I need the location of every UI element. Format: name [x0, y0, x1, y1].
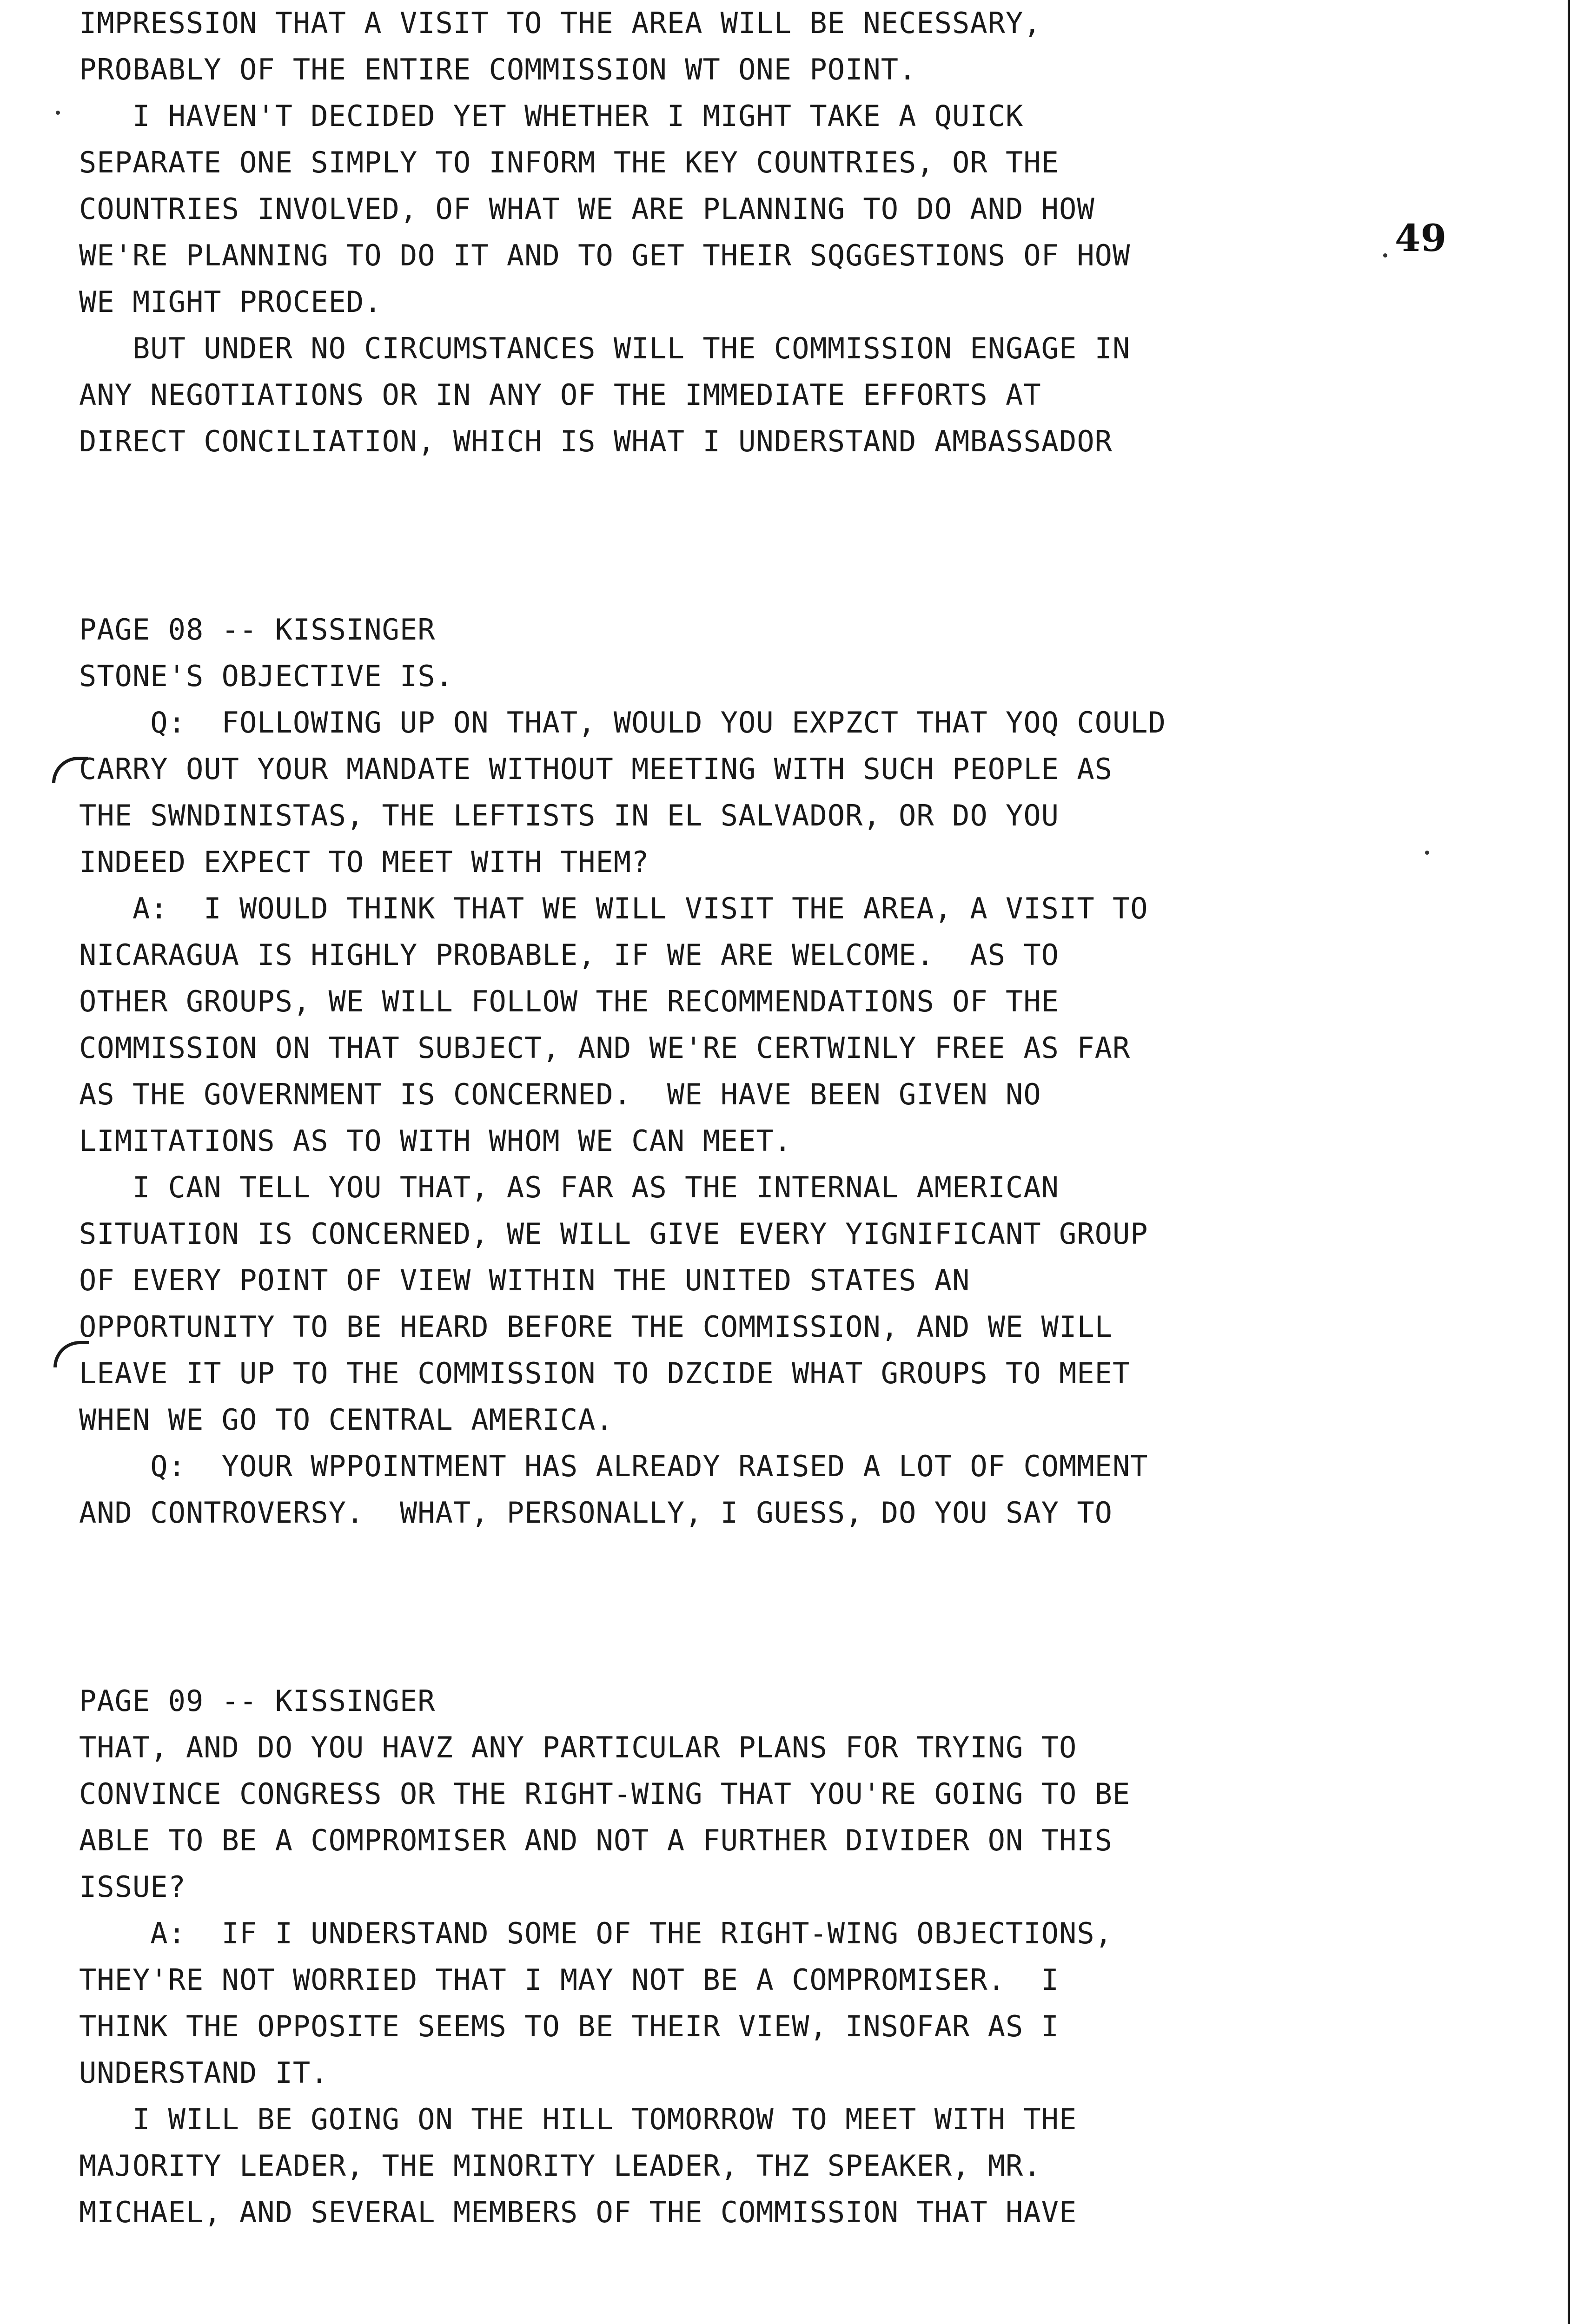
text-line: OF EVERY POINT OF VIEW WITHIN THE UNITED STATES AN [79, 1263, 970, 1297]
text-line: LIMITATIONS AS TO WITH WHOM WE CAN MEET. [79, 1124, 792, 1158]
page-number: 49 [1395, 216, 1447, 260]
text-line: AS THE GOVERNMENT IS CONCERNED. WE HAVE BEEN GIVEN NO [79, 1077, 1041, 1111]
continuation-text-block [79, 0, 1334, 465]
text-line: BUT UNDER NO CIRCUMSTANCES WILL THE COMMISSION ENGAGE IN [79, 331, 1131, 365]
text-line: THE SWNDINISTAS, THE LEFTISTS IN EL SALVADOR, OR DO YOU [79, 799, 1059, 832]
text-line: SITUATION IS CONCERNED, WE WILL GIVE EVERY YIGNIFICANT GROUP [79, 1217, 1148, 1251]
scan-speck [56, 111, 60, 115]
text-line: ANY NEGOTIATIONS OR IN ANY OF THE IMMEDIATE EFFORTS AT [79, 378, 1041, 412]
text-line: CARRY OUT YOUR MANDATE WITHOUT MEETING WITH SUCH PEOPLE AS [79, 752, 1113, 786]
text-line: ISSUE? [79, 1870, 186, 1904]
text-line: MAJORITY LEADER, THE MINORITY LEADER, THZ SPEAKER, MR. [79, 2149, 1041, 2183]
right-border-rule [1568, 0, 1570, 2324]
text-line: A: IF I UNDERSTAND SOME OF THE RIGHT-WING OBJECTIONS, [79, 1916, 1113, 1950]
text-line: COMMISSION ON THAT SUBJECT, AND WE'RE CERTWINLY FREE AS FAR [79, 1031, 1131, 1065]
page-08-text-block [79, 607, 1334, 1536]
text-line: STONE'S OBJECTIVE IS. [79, 659, 453, 693]
text-line: LEAVE IT UP TO THE COMMISSION TO DZCIDE WHAT GROUPS TO MEET [79, 1356, 1131, 1390]
text-line: I WILL BE GOING ON THE HILL TOMORROW TO MEET WITH THE [79, 2102, 1077, 2136]
text-line: INDEED EXPECT TO MEET WITH THEM? [79, 845, 649, 879]
text-line: WE MIGHT PROCEED. [79, 285, 382, 319]
scan-speck [1383, 253, 1387, 257]
text-line: A: I WOULD THINK THAT WE WILL VISIT THE AREA, A VISIT TO [79, 891, 1148, 925]
text-line: WE'RE PLANNING TO DO IT AND TO GET THEIR SQGGESTIONS OF HOW [79, 238, 1131, 272]
text-line: OTHER GROUPS, WE WILL FOLLOW THE RECOMMENDATIONS OF THE [79, 984, 1059, 1018]
scan-speck [1425, 851, 1429, 855]
text-line: UNDERSTAND IT. [79, 2056, 329, 2090]
text-line: NICARAGUA IS HIGHLY PROBABLE, IF WE ARE WELCOME. AS TO [79, 938, 1059, 972]
text-line: IMPRESSION THAT A VISIT TO THE AREA WILL BE NECESSARY, [79, 6, 1041, 40]
text-line: COUNTRIES INVOLVED, OF WHAT WE ARE PLANNING TO DO AND HOW [79, 192, 1095, 226]
text-line: WHEN WE GO TO CENTRAL AMERICA. [79, 1403, 614, 1437]
text-line: PROBABLY OF THE ENTIRE COMMISSION WT ONE POINT. [79, 53, 917, 86]
text-line: Q: YOUR WPPOINTMENT HAS ALREADY RAISED A LOT OF COMMENT [79, 1449, 1148, 1483]
page-header: PAGE 08 -- KISSINGER [79, 613, 436, 647]
text-line: OPPORTUNITY TO BE HEARD BEFORE THE COMMISSION, AND WE WILL [79, 1310, 1113, 1344]
text-line: THINK THE OPPOSITE SEEMS TO BE THEIR VIEW, INSOFAR AS I [79, 2009, 1059, 2043]
text-line: THAT, AND DO YOU HAVZ ANY PARTICULAR PLANS FOR TRYING TO [79, 1730, 1077, 1764]
text-line: AND CONTROVERSY. WHAT, PERSONALLY, I GUESS, DO YOU SAY TO [79, 1496, 1113, 1530]
text-line: ABLE TO BE A COMPROMISER AND NOT A FURTHER DIVIDER ON THIS [79, 1823, 1113, 1857]
text-line: SEPARATE ONE SIMPLY TO INFORM THE KEY COUNTRIES, OR THE [79, 145, 1059, 179]
text-line: Q: FOLLOWING UP ON THAT, WOULD YOU EXPZCT THAT YOQ COULD [79, 706, 1166, 739]
text-line: DIRECT CONCILIATION, WHICH IS WHAT I UNDERSTAND AMBASSADOR [79, 424, 1113, 458]
page-09-text-block [79, 1678, 1334, 2236]
text-line: MICHAEL, AND SEVERAL MEMBERS OF THE COMMISSION THAT HAVE [79, 2195, 1077, 2229]
text-line: I CAN TELL YOU THAT, AS FAR AS THE INTERNAL AMERICAN [79, 1170, 1059, 1204]
page-header: PAGE 09 -- KISSINGER [79, 1684, 436, 1718]
text-line: CONVINCE CONGRESS OR THE RIGHT-WING THAT YOU'RE GOING TO BE [79, 1777, 1131, 1811]
text-line: THEY'RE NOT WORRIED THAT I MAY NOT BE A COMPROMISER. I [79, 1963, 1059, 1997]
text-line: I HAVEN'T DECIDED YET WHETHER I MIGHT TAKE A QUICK [79, 99, 1024, 133]
